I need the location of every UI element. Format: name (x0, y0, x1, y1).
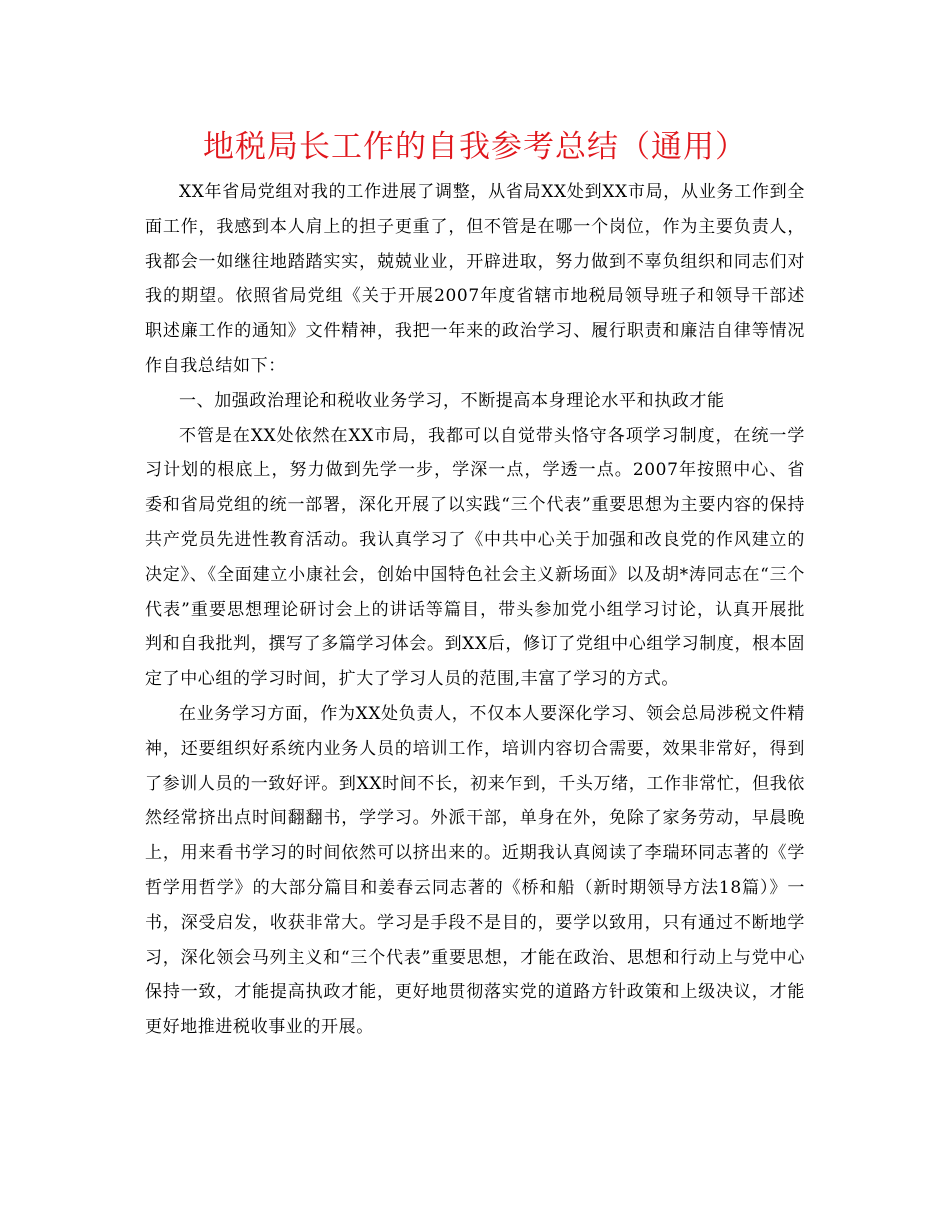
section-heading-1: 一、加强政治理论和税收业务学习，不断提高本身理论水平和执政才能 (179, 390, 725, 411)
document-title: 地税局长工作的自我参考总结（通用） (203, 129, 747, 165)
paragraph-business-study: 在业务学习方面，作为XX处负责人，不仅本人要深化学习、领会总局涉税文件精神，还要组织好系统内业务人员的培训工作，培训内容切合需要，效果非常好，得到了参训人员的一致好评。到XX时间不长，初来乍到，千头万绪，工作非常忙，但我依然经常挤出点时间翻翻书，学学习。外派干部，单身在外，免除了家务劳动，早晨晚上，用来看书学习的时间依然可以挤出来的。近期我认真阅读了李瑞环同志著的《学哲学用哲学》的大部分篇目和姜春云同志著的《桥和船（新时期领导方法18篇）》一书，深受启发，收获非常大。学习是手段不是目的，要学以致用，只有通过不断地学习，深化领会马列主义和“三个代表”重要思想，才能在政治、思想和行动上与党中心保持一致，才能提高执政才能，更好地贯彻落实党的道路方针政策和上级决议，才能更好地推进税收事业的开展。 (145, 703, 805, 1038)
paragraph-study: 不管是在XX处依然在XX市局，我都可以自觉带头恪守各项学习制度，在统一学习计划的根底上，努力做到先学一步，学深一点，学透一点。2007年按照中心、省委和省局党组的统一部署，深化开展了以实践“三个代表”重要思想为主要内容的保持共产党员先进性教育活动。我认真学习了《中共中心关于加强和改良党的作风建立的决定》、《全面建立小康社会，创始中国特色社会主义新场面》以及胡*涛同志在“三个代表”重要思想理论研讨会上的讲话等篇目，带头参加党小组学习讨论，认真开展批判和自我批判，撰写了多篇学习体会。到XX后，修订了党组中心组学习制度，根本固定了中心组的学习时间，扩大了学习人员的范围,丰富了学习的方式。 (145, 425, 805, 690)
paragraph-intro: XX年省局党组对我的工作进展了调整，从省局XX处到XX市局，从业务工作到全面工作，我感到本人肩上的担子更重了，但不管是在哪一个岗位，作为主要负责人，我都会一如继往地踏踏实实，兢兢业业，开辟进取，努力做到不辜负组织和同志们对我的期望。依照省局党组《关于开展2007年度省辖市地税局领导班子和领导干部述职述廉工作的通知》文件精神，我把一年来的政治学习、履行职责和廉洁自律等情况作自我总结如下： (145, 182, 805, 376)
document-page (145, 125, 805, 1045)
